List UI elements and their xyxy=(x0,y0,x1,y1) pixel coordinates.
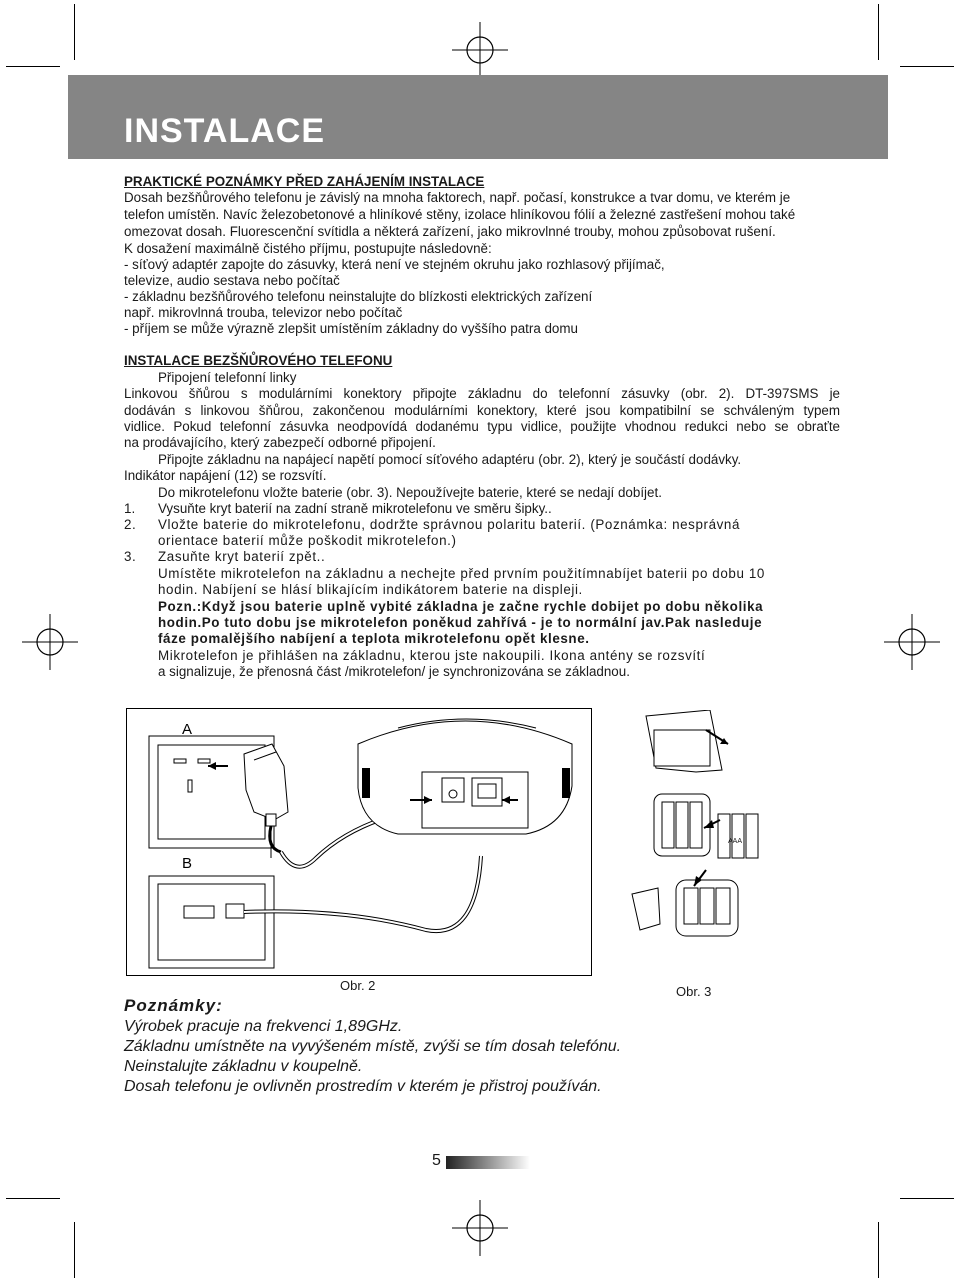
list-item: - síťový adaptér zapojte do zásuvky, která není ve stejném okruhu jako rozhlasový přijímač, xyxy=(124,257,665,272)
handset-cover-step xyxy=(646,710,728,772)
paragraph-line: Mikrotelefon je přihlášen na základnu, kterou jste nakoupili. Ikona antény se rozsvítí xyxy=(158,648,706,663)
list-item: - příjem se může výrazně zlepšit umístěním základny do vyššího patra domu xyxy=(124,321,578,336)
paragraph-line: hodin. Nabíjení se hlásí blikajícím indikátorem baterie na displeji. xyxy=(158,582,583,597)
step-text: Vysuňte kryt baterií na zadní straně mikrotelefonu ve směru šipky.. xyxy=(158,501,552,516)
paragraph-line: vidlice. Pokud telefonní zásuvka neodpovídá dodanému typu vidlice, použijte vhodnou redukci nebo se obraťte xyxy=(124,419,840,434)
crop-mark xyxy=(6,1198,60,1199)
paragraph-line: telefon umístěn. Navíc železobetonové a hliníkové stěny, izolace hliníkovou fólií a železné zastřešení mohou také xyxy=(124,207,796,222)
crop-mark xyxy=(74,1222,75,1278)
caption-figure-3: Obr. 3 xyxy=(676,984,712,999)
paragraph-line: omezovat dosah. Fluorescenční svítidla a některá zařízení, jako mikrovlnné trouby, mohou způsobovat rušení. xyxy=(124,224,776,239)
step-number: 3. xyxy=(124,549,137,564)
step-text: orientace baterií může poškodit mikrotelefon.) xyxy=(158,533,457,548)
battery-label: AAA xyxy=(728,838,743,845)
section-heading-installation: INSTALACE BEZŠŇŮROVÉHO TELEFONU xyxy=(124,353,393,368)
note-line: Neinstalujte základnu v koupelně. xyxy=(124,1058,363,1075)
list-item: např. mikrovlnná trouba, televizor nebo počítač xyxy=(124,305,403,320)
paragraph-line: dodáván s linkovou šňůrou, zakončenou modulárními konektory, které jsou kompatibilní se schváleným typem xyxy=(124,403,840,418)
header-bar xyxy=(68,75,888,159)
paragraph-line: a signalizuje, že přenosná část /mikrotelefon/ je synchronizována se základnou. xyxy=(158,664,630,679)
paragraph-line: Indikátor napájení (12) se rozsvítí. xyxy=(124,468,327,483)
step-text: Vložte baterie do mikrotelefonu, dodržte správnou polaritu baterií. (Poznámka: nesprávná xyxy=(158,517,741,532)
paragraph-line: na prodávajícího, který zabezpečí odborné připojení. xyxy=(124,435,436,450)
paragraph-line: Dosah bezšňůrového telefonu je závislý na mnoha faktorech, např. počasí, konstrukce a tvar domu, ve kterém je xyxy=(124,190,791,205)
crop-mark xyxy=(878,4,879,60)
crop-mark xyxy=(878,1222,879,1278)
note-line: Dosah telefonu je ovlivněn prostredím v kterém je přistroj používán. xyxy=(124,1078,602,1095)
paragraph-line: Umístěte mikrotelefon na základnu a nechejte před prvním použitímnabíjet baterii po dobu 10 xyxy=(158,566,765,581)
paragraph-line: K dosažení maximálně čistého příjmu, postupujte následovně: xyxy=(124,241,492,256)
page-number: 5 xyxy=(432,1152,441,1169)
notes-heading: Poznámky: xyxy=(124,996,223,1015)
crop-mark xyxy=(6,66,60,67)
paragraph-line: Připojte základnu na napájecí napětí pomocí síťového adaptéru (obr. 2), který je součástí dodávky. xyxy=(158,452,742,467)
battery-figure xyxy=(624,710,774,942)
label-a: A xyxy=(182,721,193,738)
subheading: Připojení telefonní linky xyxy=(158,370,297,385)
crop-mark xyxy=(74,4,75,60)
bold-note-line: fáze pomalějšího nabíjení a teplota mikrotelefonu opět klesne. xyxy=(158,631,590,646)
registration-mark-right xyxy=(884,614,940,670)
registration-mark-bottom xyxy=(452,1200,508,1256)
note-line: Výrobek pracuje na frekvenci 1,89GHz. xyxy=(124,1018,403,1035)
installation-figure xyxy=(126,708,592,976)
step-number: 2. xyxy=(124,517,137,532)
note-line: Základnu umístněte na vyvýšeném místě, zvýši se tím dosah telefónu. xyxy=(124,1038,622,1055)
wall-socket-b xyxy=(149,876,274,968)
registration-mark-left xyxy=(22,614,78,670)
paragraph-line: Do mikrotelefonu vložte baterie (obr. 3). Nepoužívejte baterie, které se nedají dobíjet. xyxy=(158,485,662,500)
page-title: INSTALACE xyxy=(124,112,326,150)
step-number: 1. xyxy=(124,501,136,516)
label-b: B xyxy=(182,855,193,872)
crop-mark xyxy=(900,66,954,67)
page-number-bar xyxy=(446,1156,530,1169)
handset-batteries-inserted xyxy=(632,870,738,936)
bold-note-line: Pozn.:Když jsou baterie uplně vybité základna je začne rychle dobijet po dobu několika xyxy=(158,599,764,614)
base-station xyxy=(358,719,572,834)
list-item: televize, audio sestava nebo počítač xyxy=(124,273,340,288)
caption-figure-2: Obr. 2 xyxy=(340,978,376,993)
section-heading-practical-notes: PRAKTICKÉ POZNÁMKY PŘED ZAHÁJENÍM INSTALACE xyxy=(124,174,485,189)
paragraph-line: Linkovou šňůrou s modulárními konektory připojte základnu do telefonní zásuvky (obr. 2). DT-397SMS je xyxy=(124,386,840,401)
bold-note-line: hodin.Po tuto dobu jse mikrotelefon poněkud zahřívá - je to normální jav.Pak nasleduje xyxy=(158,615,763,630)
list-item: - základnu bezšňůrového telefonu neinstalujte do blízkosti elektrických zařízení xyxy=(124,289,593,304)
registration-mark-top xyxy=(452,22,508,78)
step-text: Zasuňte kryt baterií zpět.. xyxy=(158,549,326,564)
handset-open-compartment xyxy=(654,794,758,858)
crop-mark xyxy=(900,1198,954,1199)
